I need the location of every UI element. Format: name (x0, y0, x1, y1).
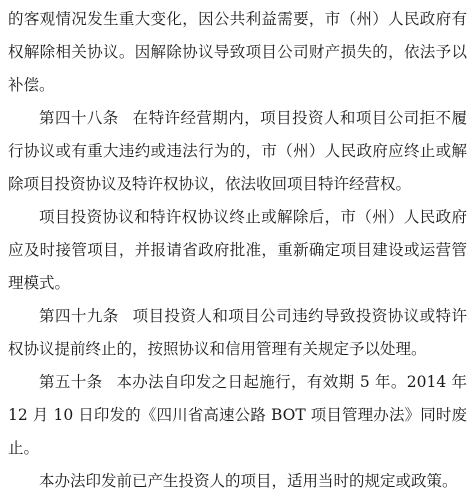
paragraph-text: 项目投资协议和特许权协议终止或解除后，市（州）人民政府应及时接管项目，并报请省政府批准，重新确定项目建设或运营管理模式。 (8, 208, 467, 292)
paragraph-text: 项目投资人和项目公司违约导致投资协议或特许权协议提前终止的，按照协议和信用管理有关规定予以处理。 (8, 307, 467, 358)
paragraph-text: 本办法自印发之日起施行，有效期 5 年。2014 年 12 月 10 日印发的《四川省高速公路 BOT 项目管理办法》同时废止。 (8, 373, 467, 457)
article-49 (8, 300, 467, 366)
article-50 (8, 366, 467, 465)
article-number: 第五十条 (39, 373, 103, 391)
article-48 (8, 102, 467, 201)
paragraph-continued (8, 3, 467, 102)
document-page (0, 3, 472, 490)
article-48-paragraph-2 (8, 201, 467, 300)
paragraph-text: 的客观情况发生重大变化，因公共利益需要，市（州）人民政府有权解除相关协议。因解除协议导致项目公司财产损失的，依法予以补偿。 (8, 10, 467, 94)
article-number: 第四十九条 (39, 307, 119, 325)
article-number: 第四十八条 (39, 109, 119, 127)
paragraph-text: 在特许经营期内，项目投资人和项目公司拒不履行协议或有重大违约或违法行为的，市（州）人民政府应终止或解除项目投资协议及特许权协议，依法收回项目特许经营权。 (8, 109, 467, 193)
paragraph-text: 本办法印发前已产生投资人的项目，适用当时的规定或政策。 (39, 472, 458, 490)
